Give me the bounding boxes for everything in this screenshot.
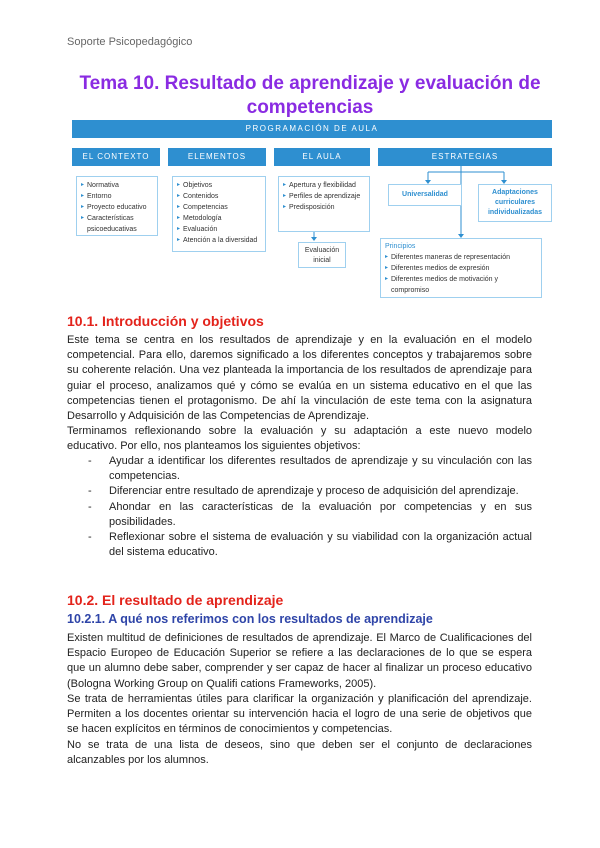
aula-list <box>278 176 370 232</box>
subsection-heading: 10.2.1. A qué nos referimos con los resultados de aprendizaje <box>67 612 433 626</box>
col-head-estrategias: ESTRATEGIAS <box>378 148 552 166</box>
list-item: ▸ Diferentes medios de expresión <box>385 263 537 274</box>
list-item: ▸ Diferentes maneras de representación <box>385 252 537 263</box>
list-item: ▸ Predisposición <box>283 202 365 213</box>
contexto-list <box>76 176 158 236</box>
list-item: ▸ Características psicoeducativas <box>81 213 153 235</box>
col-head-contexto: EL CONTEXTO <box>72 148 160 166</box>
page-title: Tema 10. Resultado de aprendizaje y evaluación de competencias <box>79 73 541 118</box>
list-item: ▸ Objetivos <box>177 180 261 191</box>
running-header: Soporte Psicopedagógico <box>67 36 193 48</box>
list-item: ▸ Metodología <box>177 213 261 224</box>
list-item: ▸ Diferentes medios de motivación y compromiso <box>385 274 537 296</box>
programacion-aula-diagram <box>72 120 552 300</box>
tools-paragraph: Se trata de herramientas útiles para clarificar la organización y planificación del aprendizaje. Permiten a los docentes orientar su intervención hacia el logro de una serie de objetivos que se hacen explícitos en términos de conocimientos y competencias. <box>67 693 532 736</box>
principios-label: Principios <box>385 243 416 250</box>
principios-box <box>380 238 542 298</box>
evaluacion-inicial-node: Evaluación inicial <box>298 242 346 268</box>
diagram-banner: PROGRAMACIÓN DE AULA <box>72 120 552 138</box>
list-item: ▸ Perfiles de aprendizaje <box>283 191 365 202</box>
list-item: ▸ Normativa <box>81 180 153 191</box>
adaptaciones-node: Adaptaciones curriculares individualizadas <box>478 184 552 222</box>
section-heading-resultado: 10.2. El resultado de aprendizaje <box>67 592 284 608</box>
list-item: - Diferenciar entre resultado de aprendizaje y proceso de adquisición del aprendizaje. <box>88 484 532 499</box>
universalidad-node: Universalidad <box>388 184 462 206</box>
list-item: ▸ Entorno <box>81 191 153 202</box>
definition-paragraph: Existen multitud de definiciones de resultados de aprendizaje. El Marco de Cualificaciones del Espacio Europeo de Educación Superior se refiere a las declaraciones de lo que se espera que un alumno debe saber, comprender y ser capaz de hacer al finalizar un proceso educativo (Bologna Working Group on Qualifi cations Frameworks, 2005). <box>67 632 532 690</box>
objectives-lead-paragraph: Terminamos reflexionando sobre la evaluación y su adaptación a este nuevo modelo educativo. Por ello, nos planteamos los siguientes objetivos: <box>67 425 532 453</box>
section-heading-introduccion: 10.1. Introducción y objetivos <box>67 313 264 329</box>
list-item: - Ahondar en las características de la evaluación por competencias y en sus posibilidades. <box>88 500 532 530</box>
wishlist-paragraph: No se trata de una lista de deseos, sino que deben ser el conjunto de declaraciones alcanzables por los alumnos. <box>67 739 532 767</box>
list-item: ▸ Competencias <box>177 202 261 213</box>
list-item: ▸ Proyecto educativo <box>81 202 153 213</box>
list-item: ▸ Contenidos <box>177 191 261 202</box>
objectives-list <box>88 454 532 560</box>
col-head-elementos: ELEMENTOS <box>168 148 266 166</box>
col-head-aula: EL AULA <box>274 148 370 166</box>
list-item: ▸ Atención a la diversidad <box>177 235 261 246</box>
list-item: - Reflexionar sobre el sistema de evaluación y su viabilidad con la organización actual del sistema educativo. <box>88 530 532 560</box>
elementos-list <box>172 176 266 252</box>
list-item: - Ayudar a identificar los diferentes resultados de aprendizaje y su vinculación con las competencias. <box>88 454 532 484</box>
intro-paragraph: Este tema se centra en los resultados de aprendizaje y en la evaluación en el modelo competencial. Para ello, daremos significado a los diferentes conceptos y trabajaremos sobre su coherente relación. Una vez planteada la importancia de los resultados de aprendizaje para guiar el proceso, analizamos qué y cómo se evalúa en un sistema educativo en el que las competencias tienen el protagonismo. De ahí la vinculación de este tema con la asignatura Desarrollo y Adquisición de las Competencias de Aprendizaje. <box>67 334 532 423</box>
list-item: ▸ Apertura y flexibilidad <box>283 180 365 191</box>
list-item: ▸ Evaluación <box>177 224 261 235</box>
